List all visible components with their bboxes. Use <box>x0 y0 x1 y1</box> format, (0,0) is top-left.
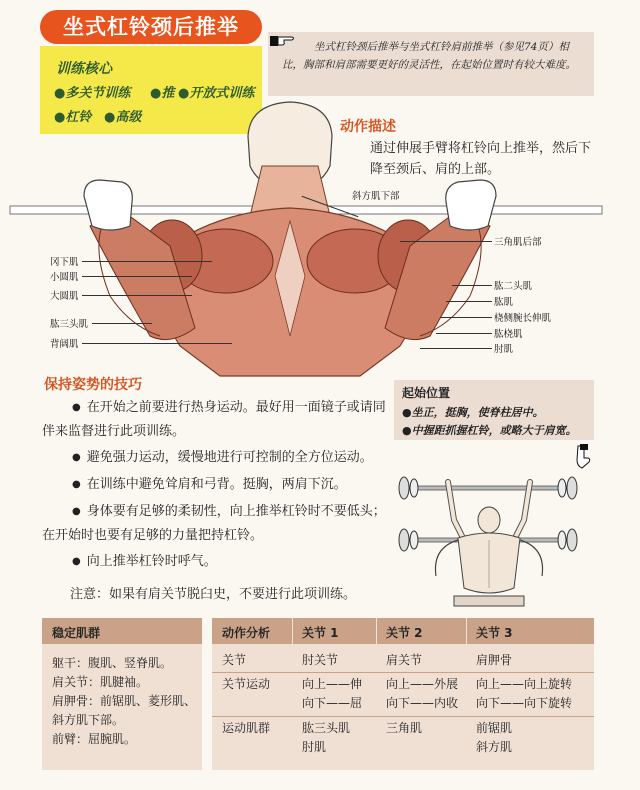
analysis-cell: 前锯肌 <box>476 721 513 735</box>
core-tag: ●推 <box>150 86 175 101</box>
technique-item: ● 在开始之前要进行热身运动。最好用一面镜子或请同伴来监督进行此项训练。 <box>42 396 388 443</box>
motion-analysis-table <box>212 618 594 770</box>
analysis-row-label: 运动肌群 <box>222 721 271 735</box>
note-text: 坐式杠铃颈后推举与坐式杠铃肩前推举（参见74页）相比，胸部和肩部需要更好的灵活性，在起始位置时有较大难度。 <box>282 41 576 71</box>
muscle-label: 小圆肌 <box>50 272 79 283</box>
row-divider <box>212 716 594 717</box>
analysis-cell: 肱三头肌 <box>302 721 351 735</box>
start-position-item: ●坐正，挺胸，使脊柱居中。 <box>402 406 544 419</box>
analysis-cell: 肘肌 <box>302 740 327 754</box>
muscle-label: 三角肌后部 <box>494 237 542 248</box>
action-text: 通过伸展手臂将杠铃向上推举，然后下降至颈后、肩的上部。 <box>370 141 592 177</box>
stabilizer-muscles-box <box>42 618 202 770</box>
training-core-heading: 训练核心 <box>56 61 112 77</box>
action-heading: 动作描述 <box>340 119 396 135</box>
core-tag: ●高级 <box>104 110 142 125</box>
leader-line <box>82 276 192 277</box>
analysis-cell: 肩关节 <box>386 653 423 667</box>
stabilizer-line: 躯干：腹肌、竖脊肌。 <box>52 656 173 670</box>
leader-line <box>82 343 232 344</box>
analysis-cell: 三角肌 <box>386 721 423 735</box>
technique-item: ● 避免强力运动，缓慢地进行可控制的全方位运动。 <box>42 446 388 470</box>
technique-item: ● 在训练中避免耸肩和弓背。挺胸，两肩下沉。 <box>42 473 388 497</box>
analysis-cell: 肘关节 <box>302 653 339 667</box>
analysis-cell: 向下——内收 <box>386 696 459 710</box>
techniques-list <box>42 396 388 577</box>
muscle-label: 桡侧腕长伸肌 <box>494 313 552 324</box>
analysis-row-label: 关节运动 <box>222 677 271 691</box>
stabilizer-heading: 稳定肌群 <box>52 626 101 640</box>
leader-line <box>452 285 492 286</box>
analysis-row-label: 关节 <box>222 653 247 667</box>
anatomy-figure <box>0 96 640 386</box>
analysis-cell: 向上——外展 <box>386 677 459 691</box>
stabilizer-line: 肩胛骨：前锯肌、菱形肌、 <box>52 694 197 708</box>
note-box <box>268 32 594 96</box>
muscle-label: 肘肌 <box>494 344 514 355</box>
analysis-header: 动作分析 <box>222 626 271 640</box>
analysis-header: 关节 1 <box>302 626 339 640</box>
technique-item: ● 身体要有足够的柔韧性，向上推举杠铃时不要低头；在开始时也要有足够的力量把持杠铃。 <box>42 500 388 547</box>
muscle-label: 背阔肌 <box>50 339 79 350</box>
row-divider <box>212 672 594 673</box>
muscle-label: 肱三头肌 <box>50 319 89 330</box>
analysis-header: 关节 3 <box>476 626 513 640</box>
stabilizer-line: 斜方肌下部。 <box>52 713 125 727</box>
techniques-heading: 保持姿势的技巧 <box>44 377 142 393</box>
muscle-label: 肱肌 <box>494 297 514 308</box>
analysis-cell: 斜方肌 <box>476 740 513 754</box>
analysis-cell: 向上——向上旋转 <box>476 677 573 691</box>
page-title: 坐式杠铃颈后推举 <box>40 10 262 44</box>
leader-line <box>400 241 492 242</box>
stabilizer-line: 肩关节：肌腱袖。 <box>52 675 149 689</box>
leader-line <box>446 301 492 302</box>
analysis-cell: 向下——屈 <box>302 696 363 710</box>
caution-note: 注意：如果有肩关节脱臼史，不要进行此项训练。 <box>70 587 357 602</box>
column-divider <box>466 618 467 644</box>
core-tag: ●多关节训练 <box>54 86 131 101</box>
leader-line <box>440 317 492 318</box>
muscle-label: 大圆肌 <box>50 291 79 302</box>
stabilizer-list <box>52 654 200 749</box>
column-divider <box>376 618 377 644</box>
start-position-heading: 起始位置 <box>402 386 451 400</box>
analysis-cell: 肩胛骨 <box>476 653 513 667</box>
technique-item: ● 向上推举杠铃时呼气。 <box>42 550 388 574</box>
leader-line <box>436 333 492 334</box>
column-divider <box>292 618 293 644</box>
start-position-box <box>394 380 594 440</box>
leader-line <box>82 295 192 296</box>
core-tag: ●杠铃 <box>54 110 92 125</box>
muscle-label: 肱二头肌 <box>494 281 533 292</box>
muscle-label: 肱桡肌 <box>494 329 523 340</box>
muscle-label: 冈下肌 <box>50 257 79 268</box>
leader-line <box>92 323 152 324</box>
seated-press-illustration <box>392 448 592 614</box>
start-position-item: ●中握距抓握杠铃，或略大于肩宽。 <box>402 424 577 437</box>
stabilizer-line: 前臂：屈腕肌。 <box>52 732 137 746</box>
analysis-header: 关节 2 <box>386 626 423 640</box>
core-tag: ●开放式训练 <box>178 86 255 101</box>
leader-line <box>82 261 212 262</box>
analysis-cell: 向下——向下旋转 <box>476 696 573 710</box>
muscle-label: 斜方肌下部 <box>352 191 400 202</box>
leader-line <box>420 348 492 349</box>
analysis-cell: 向上——伸 <box>302 677 363 691</box>
